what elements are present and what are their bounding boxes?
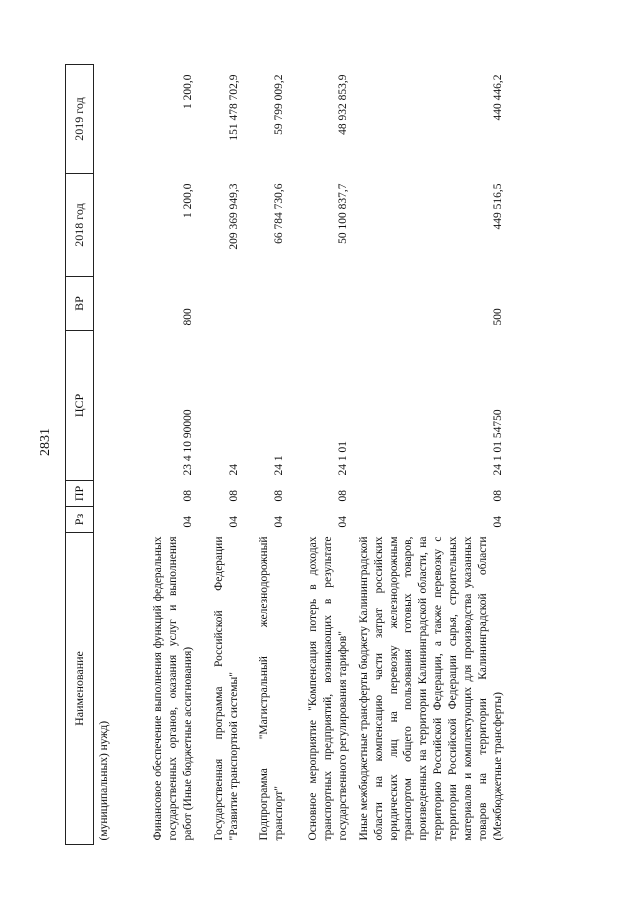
row-csr: 24 1: [273, 455, 286, 476]
header-name: Наименование: [66, 533, 94, 845]
rotated-table-container: [65, 65, 585, 845]
table-row: [196, 65, 242, 845]
row-vr: 800: [182, 308, 195, 326]
header-2018: 2018 год: [66, 174, 94, 277]
row-rz: 04: [492, 516, 505, 528]
header-2019: 2019 год: [66, 65, 94, 174]
header-csr: ЦСР: [66, 331, 94, 481]
budget-table: [65, 64, 506, 845]
page-number: 2831: [38, 428, 53, 456]
row-csr: 24 1 01 54750: [492, 409, 505, 476]
row-2019: 48 932 853,9: [337, 74, 350, 135]
row-name: Основное мероприятие "Компенсация потерь в доходах транспортных предприятий, возникающих в результате государственного регулирования тарифов": [307, 536, 350, 841]
table-row-continuation: [94, 65, 119, 845]
header-rz: Рз: [66, 507, 94, 533]
row-2019: 440 446,2: [492, 74, 505, 121]
row-2018: 66 784 730,6: [273, 183, 286, 244]
row-pr: 08: [182, 490, 195, 502]
row-vr: [242, 277, 287, 331]
row-csr: 24: [228, 464, 241, 476]
row-vr: 500: [492, 308, 505, 326]
row-pr: 08: [337, 490, 350, 502]
table-row: [242, 65, 287, 845]
row-pr: 08: [492, 490, 505, 502]
row-vr: [287, 277, 351, 331]
table-row: [287, 65, 351, 845]
row-pr: 08: [273, 490, 286, 502]
row-name: Подпрограмма "Магистральный железнодорожный транспорт": [258, 536, 286, 841]
row-rz: 04: [337, 516, 350, 528]
row-csr: 24 1 01: [337, 441, 350, 476]
row-2018: 50 100 837,7: [337, 183, 350, 244]
row-name: Иные межбюджетные трансферты бюджету Калининградской области на компенсацию части затрат российских юридических лиц на перевозку железнодорожным транспортом общего пользования готовых товаров, произведенных на территории Калининградской области, на территорию Российской Федерации, а также перевозку с территории Российской Федерации сырья, строительных материалов и комплектующих для производства указанных товаров на территории Калининградской области (Межбюджетные трансферты): [357, 536, 505, 841]
row-rz: 04: [182, 516, 195, 528]
table-header-row: [66, 65, 94, 845]
row-rz: 04: [228, 516, 241, 528]
row-2019: 151 478 702,9: [228, 74, 241, 141]
header-pr: ПР: [66, 481, 94, 507]
row-2018: 209 369 949,3: [228, 183, 241, 250]
row-rz: 04: [273, 516, 286, 528]
table-row: [351, 65, 506, 845]
row-vr: [196, 277, 242, 331]
row-name: Финансовое обеспечение выполнения функций федеральных государственных органов, оказания услуг и выполнения работ (Иные бюджетные ассигнования): [152, 536, 195, 841]
continuation-text: (муниципальных) нужд): [98, 720, 110, 841]
header-vr: ВР: [66, 277, 94, 331]
row-2018: 449 516,5: [492, 183, 505, 230]
row-2019: 1 200,0: [182, 74, 195, 109]
row-2018: 1 200,0: [182, 183, 195, 218]
table-row: [118, 65, 196, 845]
row-pr: 08: [228, 490, 241, 502]
row-name: Государственная программа Российской Федерации "Развитие транспортной системы": [213, 536, 241, 841]
row-2019: 59 799 009,2: [273, 74, 286, 135]
row-csr: 23 4 10 90000: [182, 409, 195, 476]
